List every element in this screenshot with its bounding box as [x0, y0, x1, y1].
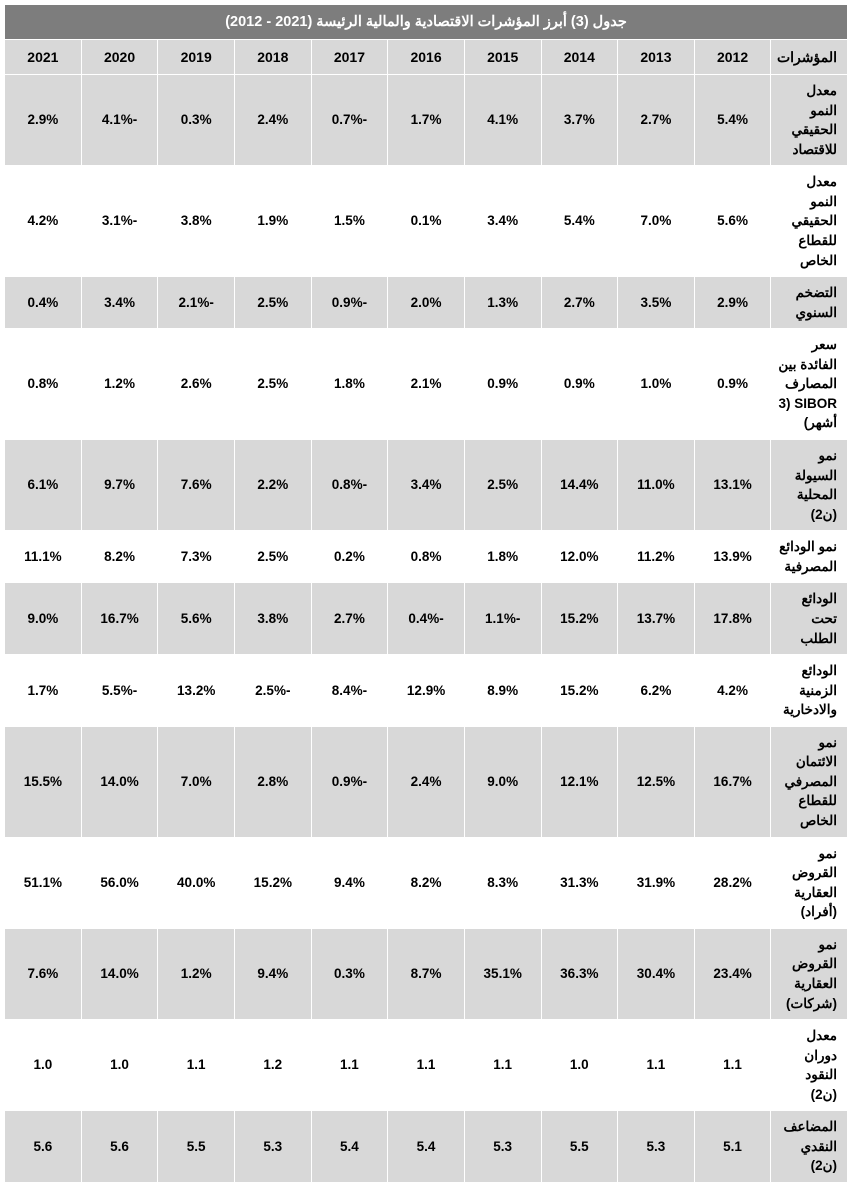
table-cell: 2.6%: [158, 329, 235, 440]
table-cell: 9.0%: [464, 726, 541, 837]
header-cell-year: 2012: [694, 40, 771, 75]
table-cell: 9.4%: [311, 837, 388, 928]
table-cell: 1.2%: [81, 329, 158, 440]
table-cell: 14.0%: [81, 726, 158, 837]
table-cell: 1.8%: [464, 531, 541, 583]
table-cell: 36.3%: [541, 928, 618, 1019]
table-cell: 1.8%: [311, 329, 388, 440]
table-cell: 5.6: [5, 1111, 82, 1183]
table-cell: 2.5%: [235, 329, 312, 440]
table-cell: 0.8%: [5, 329, 82, 440]
row-label: الودائع الزمنية والادخارية: [771, 655, 848, 727]
table-cell: 1.3%: [464, 277, 541, 329]
table-cell: 0.3%: [311, 928, 388, 1019]
table-title-row: [5, 5, 848, 40]
table-cell: 3.4%: [464, 166, 541, 277]
row-label: المضاعف النقدي (ن2): [771, 1111, 848, 1183]
table-cell: 1.1: [158, 1020, 235, 1111]
table-cell: 0.4%: [5, 277, 82, 329]
table-body: [5, 75, 848, 1183]
table-cell: 2.5%: [235, 531, 312, 583]
table-cell: 0.9%: [541, 329, 618, 440]
table-cell: 3.4%: [81, 277, 158, 329]
table-cell: 13.9%: [694, 531, 771, 583]
table-cell: 7.6%: [158, 440, 235, 531]
table-cell: 6.1%: [5, 440, 82, 531]
table-cell: 1.1: [618, 1020, 695, 1111]
table-cell: 17.8%: [694, 583, 771, 655]
table-cell: 40.0%: [158, 837, 235, 928]
row-label: معدل دوران النقود (ن2): [771, 1020, 848, 1111]
table-cell: 15.2%: [541, 583, 618, 655]
table-cell: 2.1%: [388, 329, 465, 440]
table-cell: 0.1%: [388, 166, 465, 277]
table-cell: 2.9%: [5, 75, 82, 166]
table-cell: 8.2%: [81, 531, 158, 583]
table-cell: 1.7%: [5, 655, 82, 727]
row-label: الودائع تحت الطلب: [771, 583, 848, 655]
table-row: [5, 583, 848, 655]
table-row: [5, 75, 848, 166]
table-cell: -0.4%: [388, 583, 465, 655]
row-label: التضخم السنوي: [771, 277, 848, 329]
table-cell: 1.5%: [311, 166, 388, 277]
table-cell: 1.1: [311, 1020, 388, 1111]
table-cell: 4.2%: [5, 166, 82, 277]
table-cell: 1.7%: [388, 75, 465, 166]
table-cell: 12.9%: [388, 655, 465, 727]
table-row: [5, 1111, 848, 1183]
table-cell: 8.3%: [464, 837, 541, 928]
row-label: سعر الفائدة بين المصارف SIBOR (3 أشهر): [771, 329, 848, 440]
table-cell: 3.8%: [158, 166, 235, 277]
table-row: [5, 166, 848, 277]
table-cell: 5.6: [81, 1111, 158, 1183]
table-cell: 30.4%: [618, 928, 695, 1019]
table-cell: 1.0%: [618, 329, 695, 440]
table-cell: 9.0%: [5, 583, 82, 655]
table-cell: 1.1: [464, 1020, 541, 1111]
table-cell: -2.1%: [158, 277, 235, 329]
row-label: معدل النمو الحقيقي للاقتصاد: [771, 75, 848, 166]
table-cell: -0.8%: [311, 440, 388, 531]
table-cell: 2.7%: [618, 75, 695, 166]
table-cell: 0.9%: [464, 329, 541, 440]
table-cell: 5.3: [618, 1111, 695, 1183]
table-header-row: [5, 40, 848, 75]
table-cell: 5.6%: [694, 166, 771, 277]
table-row: [5, 1020, 848, 1111]
table-cell: 14.0%: [81, 928, 158, 1019]
table-cell: 11.1%: [5, 531, 82, 583]
row-label: معدل النمو الحقيقي للقطاع الخاص: [771, 166, 848, 277]
table-cell: 8.9%: [464, 655, 541, 727]
table-row: [5, 329, 848, 440]
row-label: نمو الودائع المصرفية: [771, 531, 848, 583]
table-row: [5, 277, 848, 329]
table-cell: 2.7%: [541, 277, 618, 329]
table-row: [5, 655, 848, 727]
table-cell: 2.8%: [235, 726, 312, 837]
table-cell: 5.4: [388, 1111, 465, 1183]
header-cell-year: 2021: [5, 40, 82, 75]
row-label: نمو السيولة المحلية (ن2): [771, 440, 848, 531]
table-cell: 12.0%: [541, 531, 618, 583]
table-cell: 2.4%: [235, 75, 312, 166]
table-cell: 7.6%: [5, 928, 82, 1019]
table-cell: -5.5%: [81, 655, 158, 727]
table-cell: 1.0: [5, 1020, 82, 1111]
table-head: [5, 5, 848, 75]
table-cell: -1.1%: [464, 583, 541, 655]
table-cell: -0.9%: [311, 726, 388, 837]
table-cell: 1.1: [694, 1020, 771, 1111]
table-cell: 8.2%: [388, 837, 465, 928]
table-cell: 1.9%: [235, 166, 312, 277]
table-cell: 7.0%: [158, 726, 235, 837]
header-cell-year: 2013: [618, 40, 695, 75]
table-cell: 28.2%: [694, 837, 771, 928]
header-cell-year: 2020: [81, 40, 158, 75]
header-cell-year: 2015: [464, 40, 541, 75]
table-cell: 12.5%: [618, 726, 695, 837]
table-cell: 1.1: [388, 1020, 465, 1111]
table-cell: -0.9%: [311, 277, 388, 329]
table-cell: 15.2%: [541, 655, 618, 727]
table-cell: 2.2%: [235, 440, 312, 531]
table-cell: 31.9%: [618, 837, 695, 928]
table-cell: 3.5%: [618, 277, 695, 329]
table-cell: 4.1%: [464, 75, 541, 166]
header-cell-year: 2014: [541, 40, 618, 75]
table-title: جدول (3) أبرز المؤشرات الاقتصادية والمالية الرئيسة (2021 - 2012): [5, 5, 848, 40]
table-row: [5, 837, 848, 928]
table-cell: 5.3: [235, 1111, 312, 1183]
table-cell: 16.7%: [81, 583, 158, 655]
table-cell: 11.2%: [618, 531, 695, 583]
table-cell: 15.5%: [5, 726, 82, 837]
table-cell: 35.1%: [464, 928, 541, 1019]
table-cell: 31.3%: [541, 837, 618, 928]
economic-indicators-table: [4, 4, 848, 1183]
table-cell: 3.7%: [541, 75, 618, 166]
table-cell: 7.3%: [158, 531, 235, 583]
table-cell: 2.9%: [694, 277, 771, 329]
table-cell: 4.2%: [694, 655, 771, 727]
header-cell-year: 2018: [235, 40, 312, 75]
table-cell: 12.1%: [541, 726, 618, 837]
table-cell: -3.1%: [81, 166, 158, 277]
table-cell: 2.7%: [311, 583, 388, 655]
table-cell: 5.5: [158, 1111, 235, 1183]
table-cell: 11.0%: [618, 440, 695, 531]
table-cell: 8.7%: [388, 928, 465, 1019]
header-cell-indicators: المؤشرات: [771, 40, 848, 75]
table-cell: 1.0: [81, 1020, 158, 1111]
table-cell: 5.4%: [541, 166, 618, 277]
table-cell: 9.7%: [81, 440, 158, 531]
table-cell: -2.5%: [235, 655, 312, 727]
table-cell: 2.5%: [464, 440, 541, 531]
table-cell: -8.4%: [311, 655, 388, 727]
table-cell: 2.0%: [388, 277, 465, 329]
table-cell: 9.4%: [235, 928, 312, 1019]
row-label: نمو القروض العقارية (أفراد): [771, 837, 848, 928]
header-cell-year: 2017: [311, 40, 388, 75]
header-cell-year: 2019: [158, 40, 235, 75]
table-cell: 5.6%: [158, 583, 235, 655]
table-cell: 5.3: [464, 1111, 541, 1183]
table-cell: -0.7%: [311, 75, 388, 166]
table-cell: 0.9%: [694, 329, 771, 440]
table-row: [5, 928, 848, 1019]
table-cell: 15.2%: [235, 837, 312, 928]
table-cell: 13.2%: [158, 655, 235, 727]
header-cell-year: 2016: [388, 40, 465, 75]
table-cell: 23.4%: [694, 928, 771, 1019]
table-cell: 14.4%: [541, 440, 618, 531]
row-label: نمو الائتمان المصرفي للقطاع الخاص: [771, 726, 848, 837]
table-cell: 2.5%: [235, 277, 312, 329]
table-cell: 13.1%: [694, 440, 771, 531]
table-cell: 5.4: [311, 1111, 388, 1183]
table-cell: 3.8%: [235, 583, 312, 655]
table-cell: 0.8%: [388, 531, 465, 583]
table-cell: 16.7%: [694, 726, 771, 837]
table-cell: 51.1%: [5, 837, 82, 928]
table-cell: 7.0%: [618, 166, 695, 277]
table-row: [5, 440, 848, 531]
table-cell: 1.0: [541, 1020, 618, 1111]
row-label: نمو القروض العقارية (شركات): [771, 928, 848, 1019]
table-cell: 5.1: [694, 1111, 771, 1183]
table-cell: 6.2%: [618, 655, 695, 727]
table-cell: 2.4%: [388, 726, 465, 837]
table-cell: 13.7%: [618, 583, 695, 655]
table-cell: 0.3%: [158, 75, 235, 166]
table-cell: 5.5: [541, 1111, 618, 1183]
table-cell: 1.2%: [158, 928, 235, 1019]
table-cell: 1.2: [235, 1020, 312, 1111]
table-row: [5, 726, 848, 837]
table-cell: 0.2%: [311, 531, 388, 583]
table-cell: -4.1%: [81, 75, 158, 166]
table-cell: 5.4%: [694, 75, 771, 166]
table-cell: 3.4%: [388, 440, 465, 531]
table-cell: 56.0%: [81, 837, 158, 928]
table-row: [5, 531, 848, 583]
